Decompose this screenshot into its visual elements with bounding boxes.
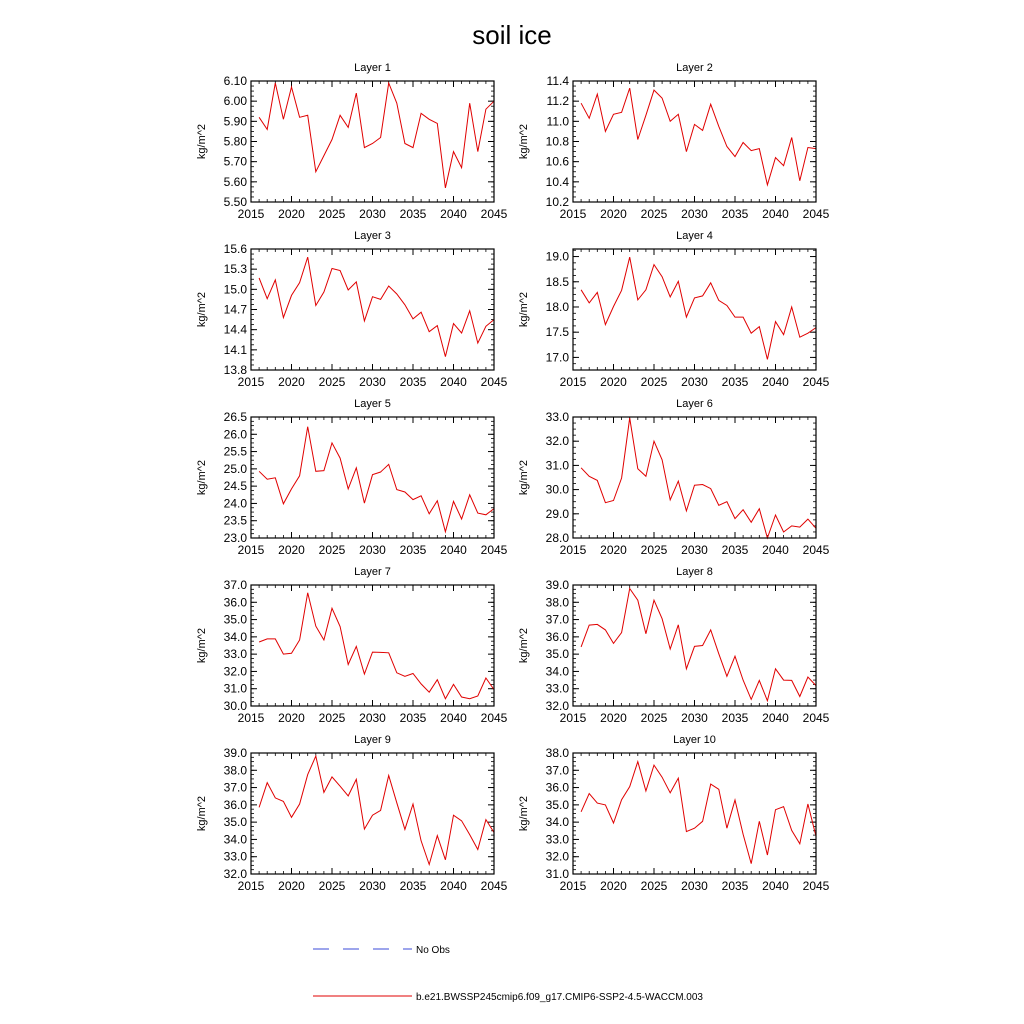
y-tick-label: 34.0 [223, 629, 247, 644]
x-tick-label: 2025 [318, 711, 346, 725]
x-tick-label: 2020 [278, 207, 305, 221]
y-tick-label: 36.0 [545, 780, 569, 795]
y-axis-label: kg/m^2 [196, 291, 208, 328]
x-tick-label: 2035 [721, 711, 749, 725]
y-tick-label: 36.0 [223, 595, 247, 610]
x-tick-label: 2030 [359, 207, 386, 221]
legend-model-label: b.e21.BWSSP245cmip6.f09_g17.CMIP6-SSP2-4.5-WACCM.003 [416, 992, 703, 1003]
x-tick-label: 2025 [640, 375, 668, 389]
x-tick-label: 2045 [480, 879, 508, 893]
x-tick-label: 2020 [278, 543, 305, 557]
x-tick-label: 2045 [802, 207, 830, 221]
panel-title: Layer 1 [354, 62, 391, 74]
x-tick-label: 2045 [802, 543, 830, 557]
y-tick-label: 33.0 [545, 410, 569, 424]
x-tick-label: 2045 [802, 879, 830, 893]
x-tick-label: 2035 [721, 879, 749, 893]
y-tick-label: 10.6 [545, 154, 569, 169]
y-tick-label: 34.0 [545, 815, 569, 830]
x-tick-label: 2025 [640, 207, 668, 221]
y-tick-label: 5.90 [223, 114, 247, 129]
x-tick-label: 2020 [600, 711, 627, 725]
x-tick-label: 2025 [318, 207, 346, 221]
y-tick-label: 36.0 [223, 797, 247, 812]
panel-7 [196, 566, 508, 725]
x-tick-label: 2040 [762, 543, 789, 557]
y-tick-label: 18.0 [545, 299, 569, 314]
y-axis-label: kg/m^2 [518, 627, 530, 664]
x-tick-label: 2040 [440, 207, 467, 221]
y-axis-label: kg/m^2 [518, 291, 530, 328]
x-tick-label: 2040 [762, 375, 789, 389]
y-tick-label: 33.0 [545, 832, 569, 847]
x-tick-label: 2020 [600, 375, 627, 389]
y-tick-label: 25.5 [223, 444, 247, 459]
y-tick-label: 30.0 [545, 482, 569, 497]
x-tick-label: 2025 [318, 543, 346, 557]
y-tick-label: 23.5 [223, 513, 247, 528]
x-tick-label: 2015 [559, 543, 587, 557]
y-tick-label: 35.0 [545, 797, 569, 812]
y-tick-label: 24.5 [223, 479, 247, 494]
x-tick-label: 2020 [600, 207, 627, 221]
y-tick-label: 38.0 [223, 763, 247, 778]
x-tick-label: 2045 [480, 711, 508, 725]
legend-no-obs-label: No Obs [416, 945, 450, 956]
y-tick-label: 19.0 [545, 249, 569, 264]
x-tick-label: 2040 [440, 375, 467, 389]
y-tick-label: 29.0 [545, 506, 569, 521]
x-tick-label: 2020 [278, 879, 305, 893]
y-tick-label: 5.70 [223, 154, 247, 169]
y-tick-label: 34.0 [223, 832, 247, 847]
panel-title: Layer 9 [354, 734, 391, 746]
y-tick-label: 14.7 [223, 302, 247, 317]
x-tick-label: 2035 [721, 543, 749, 557]
y-tick-label: 25.0 [223, 461, 247, 476]
y-tick-label: 10.4 [545, 174, 569, 189]
y-axis-label: kg/m^2 [196, 627, 208, 664]
series-line [259, 756, 494, 864]
panel-title: Layer 2 [676, 62, 713, 74]
x-tick-label: 2025 [318, 375, 346, 389]
panel-3 [196, 230, 508, 389]
panel-10 [518, 734, 830, 893]
y-tick-label: 33.0 [223, 647, 247, 662]
x-tick-label: 2020 [600, 543, 627, 557]
y-tick-label: 10.2 [545, 195, 569, 209]
y-tick-label: 32.0 [545, 699, 569, 713]
x-tick-label: 2040 [440, 543, 467, 557]
panel-5 [196, 398, 508, 557]
y-tick-label: 36.0 [545, 629, 569, 644]
y-tick-label: 39.0 [545, 578, 569, 592]
panel-1 [196, 62, 508, 221]
y-tick-label: 18.5 [545, 274, 569, 289]
y-tick-label: 37.0 [545, 612, 569, 627]
x-tick-label: 2045 [480, 375, 508, 389]
y-tick-label: 5.60 [223, 174, 247, 189]
x-tick-label: 2035 [399, 711, 427, 725]
y-tick-label: 17.0 [545, 350, 569, 365]
panel-title: Layer 4 [676, 230, 713, 242]
y-tick-label: 15.3 [223, 262, 247, 277]
x-tick-label: 2030 [359, 543, 386, 557]
plot-frame [251, 585, 494, 706]
x-tick-label: 2015 [237, 207, 265, 221]
y-tick-label: 32.0 [223, 867, 247, 881]
x-tick-label: 2040 [440, 711, 467, 725]
y-tick-label: 33.0 [223, 849, 247, 864]
y-axis-label: kg/m^2 [518, 459, 530, 496]
panel-6 [518, 398, 830, 557]
x-tick-label: 2020 [600, 879, 627, 893]
y-tick-label: 13.8 [223, 363, 247, 377]
y-tick-label: 14.4 [223, 322, 247, 337]
x-tick-label: 2040 [762, 207, 789, 221]
plot-frame [573, 417, 816, 538]
y-tick-label: 5.50 [223, 195, 247, 209]
legend [313, 945, 703, 1003]
x-tick-label: 2030 [681, 207, 708, 221]
x-tick-label: 2025 [640, 711, 668, 725]
panel-4 [518, 230, 830, 389]
x-tick-label: 2020 [278, 375, 305, 389]
x-tick-label: 2030 [681, 375, 708, 389]
y-tick-label: 17.5 [545, 325, 569, 340]
y-tick-label: 15.6 [223, 242, 247, 256]
panels [196, 62, 830, 893]
y-tick-label: 38.0 [545, 595, 569, 610]
y-tick-label: 32.0 [545, 849, 569, 864]
x-tick-label: 2015 [559, 207, 587, 221]
y-tick-label: 37.0 [545, 763, 569, 778]
y-axis-label: kg/m^2 [196, 795, 208, 832]
x-tick-label: 2035 [399, 207, 427, 221]
y-tick-label: 14.1 [223, 342, 247, 357]
x-tick-label: 2030 [681, 879, 708, 893]
y-axis-label: kg/m^2 [518, 795, 530, 832]
plot-frame [251, 249, 494, 370]
panel-2 [518, 62, 830, 221]
x-tick-label: 2040 [762, 711, 789, 725]
series-line [581, 418, 816, 538]
x-tick-label: 2025 [640, 543, 668, 557]
x-tick-label: 2030 [359, 711, 386, 725]
figure-title: soil ice [472, 20, 552, 50]
x-tick-label: 2040 [440, 879, 467, 893]
series-line [581, 589, 816, 701]
x-tick-label: 2035 [399, 543, 427, 557]
panel-title: Layer 3 [354, 230, 391, 242]
y-tick-label: 6.10 [223, 74, 247, 88]
y-tick-label: 35.0 [223, 612, 247, 627]
y-axis-label: kg/m^2 [518, 123, 530, 160]
y-tick-label: 35.0 [223, 815, 247, 830]
x-tick-label: 2035 [399, 879, 427, 893]
plot-frame [573, 81, 816, 202]
panel-title: Layer 10 [673, 734, 716, 746]
series-line [259, 83, 494, 188]
x-tick-label: 2015 [237, 375, 265, 389]
x-tick-label: 2045 [480, 543, 508, 557]
panel-8 [518, 566, 830, 725]
x-tick-label: 2035 [399, 375, 427, 389]
series-line [581, 88, 816, 185]
x-tick-label: 2030 [681, 711, 708, 725]
x-tick-label: 2015 [559, 711, 587, 725]
x-tick-label: 2015 [237, 543, 265, 557]
y-tick-label: 33.0 [545, 681, 569, 696]
y-tick-label: 5.80 [223, 134, 247, 149]
plot-frame [573, 249, 816, 370]
y-tick-label: 26.0 [223, 427, 247, 442]
y-tick-label: 6.00 [223, 94, 247, 109]
y-tick-label: 31.0 [223, 681, 247, 696]
series-line [259, 257, 494, 357]
x-tick-label: 2015 [559, 879, 587, 893]
y-tick-label: 38.0 [545, 746, 569, 760]
y-tick-label: 32.0 [223, 664, 247, 679]
y-tick-label: 32.0 [545, 434, 569, 449]
y-tick-label: 37.0 [223, 578, 247, 592]
x-tick-label: 2015 [237, 879, 265, 893]
y-tick-label: 11.2 [546, 94, 569, 109]
panel-title: Layer 8 [676, 566, 713, 578]
y-tick-label: 23.0 [223, 531, 247, 545]
x-tick-label: 2030 [681, 543, 708, 557]
y-tick-label: 11.0 [546, 114, 569, 129]
x-tick-label: 2045 [802, 375, 830, 389]
x-tick-label: 2025 [640, 879, 668, 893]
x-tick-label: 2045 [480, 207, 508, 221]
x-tick-label: 2015 [559, 375, 587, 389]
panel-title: Layer 5 [354, 398, 391, 410]
x-tick-label: 2035 [721, 375, 749, 389]
y-tick-label: 35.0 [545, 647, 569, 662]
x-tick-label: 2025 [318, 879, 346, 893]
series-line [581, 257, 816, 359]
x-tick-label: 2040 [762, 879, 789, 893]
x-tick-label: 2030 [359, 879, 386, 893]
x-tick-label: 2015 [237, 711, 265, 725]
x-tick-label: 2030 [359, 375, 386, 389]
y-tick-label: 30.0 [223, 699, 247, 713]
plot-frame [251, 417, 494, 538]
y-tick-label: 10.8 [545, 134, 569, 149]
series-line [259, 593, 494, 699]
y-tick-label: 15.0 [223, 282, 247, 297]
y-tick-label: 24.0 [223, 496, 247, 511]
y-axis-label: kg/m^2 [196, 459, 208, 496]
panel-title: Layer 7 [354, 566, 391, 578]
y-tick-label: 39.0 [223, 746, 247, 760]
plot-frame [251, 81, 494, 202]
series-line [581, 762, 816, 864]
y-tick-label: 28.0 [545, 531, 569, 545]
y-tick-label: 31.0 [545, 458, 569, 473]
y-tick-label: 34.0 [545, 664, 569, 679]
y-tick-label: 37.0 [223, 780, 247, 795]
panel-9 [196, 734, 508, 893]
plot-frame [251, 753, 494, 874]
y-tick-label: 11.4 [546, 74, 569, 88]
x-tick-label: 2045 [802, 711, 830, 725]
plot-frame [573, 585, 816, 706]
x-tick-label: 2020 [278, 711, 305, 725]
x-tick-label: 2035 [721, 207, 749, 221]
panel-title: Layer 6 [676, 398, 713, 410]
y-tick-label: 31.0 [545, 867, 569, 881]
y-axis-label: kg/m^2 [196, 123, 208, 160]
series-line [259, 427, 494, 532]
y-tick-label: 26.5 [223, 410, 247, 424]
